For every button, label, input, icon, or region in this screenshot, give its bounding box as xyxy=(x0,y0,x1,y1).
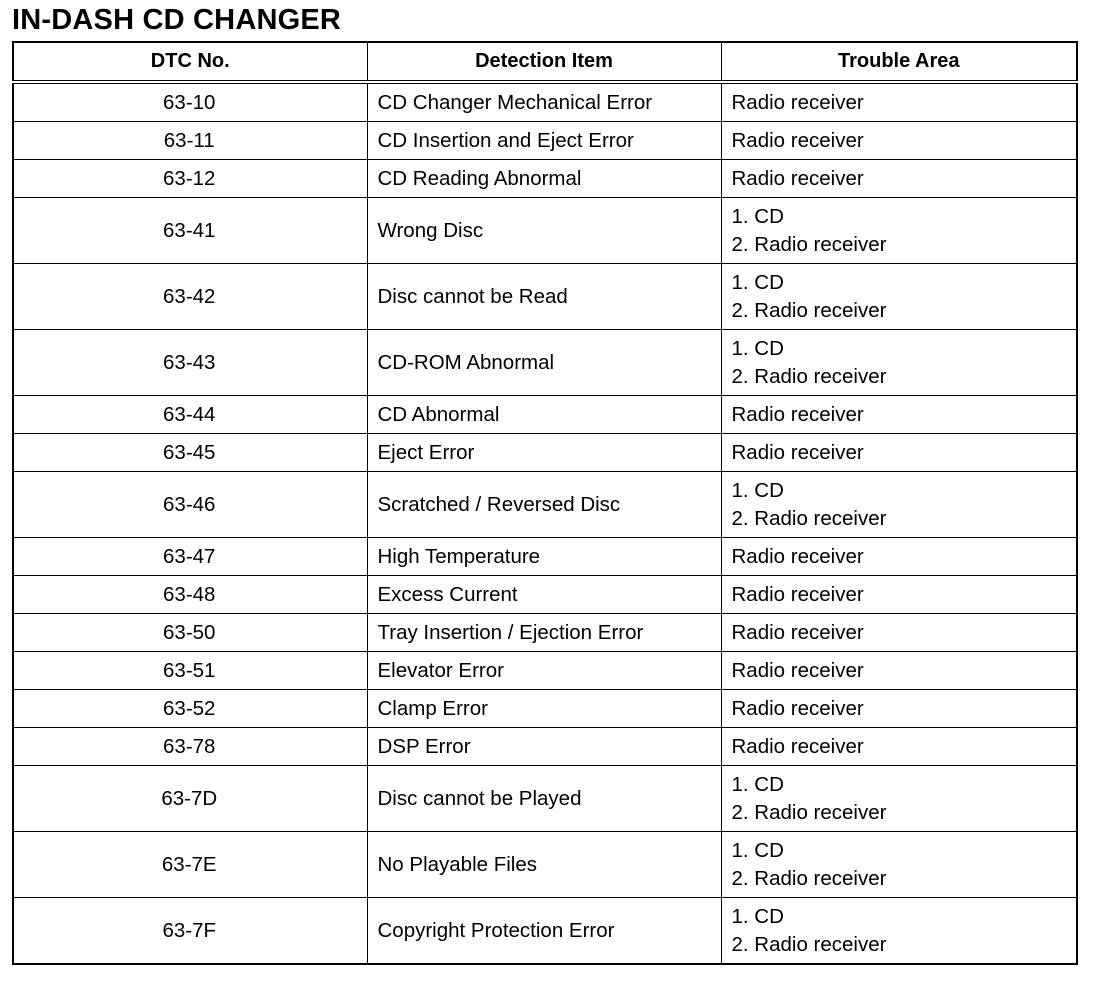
table-row xyxy=(13,728,1077,766)
dtc-code-cell: 63-45 xyxy=(13,434,367,472)
trouble-area-line: Radio receiver xyxy=(731,658,864,682)
trouble-area-line: 2. Radio receiver xyxy=(731,932,887,956)
dtc-code-cell: 63-51 xyxy=(13,652,367,690)
trouble-area-line: Radio receiver xyxy=(731,734,864,758)
trouble-area-line: 2. Radio receiver xyxy=(731,364,887,388)
trouble-area-cell xyxy=(721,766,1077,832)
detection-item-cell: Disc cannot be Played xyxy=(367,766,721,832)
dtc-code-cell: 63-7F xyxy=(13,898,367,965)
trouble-area-cell xyxy=(721,264,1077,330)
table-row xyxy=(13,198,1077,264)
trouble-area-cell xyxy=(721,82,1077,122)
trouble-area-cell xyxy=(721,538,1077,576)
dtc-code-cell: 63-52 xyxy=(13,690,367,728)
dtc-code-cell: 63-44 xyxy=(13,396,367,434)
trouble-area-cell xyxy=(721,832,1077,898)
trouble-area-line: Radio receiver xyxy=(731,696,864,720)
trouble-area-cell xyxy=(721,898,1077,965)
trouble-area-line: 1. CD xyxy=(731,270,784,294)
header-detection-item: Detection Item xyxy=(367,42,721,82)
header-dtc-no: DTC No. xyxy=(13,42,367,82)
detection-item-cell: CD Insertion and Eject Error xyxy=(367,122,721,160)
trouble-area-line: 1. CD xyxy=(731,904,784,928)
table-row xyxy=(13,434,1077,472)
dtc-code-cell: 63-11 xyxy=(13,122,367,160)
trouble-area-cell xyxy=(721,434,1077,472)
trouble-area-line: 2. Radio receiver xyxy=(731,232,887,256)
detection-item-cell: Eject Error xyxy=(367,434,721,472)
dtc-code-cell: 63-12 xyxy=(13,160,367,198)
detection-item-cell: Clamp Error xyxy=(367,690,721,728)
trouble-area-cell xyxy=(721,330,1077,396)
table-row xyxy=(13,652,1077,690)
dtc-code-cell: 63-41 xyxy=(13,198,367,264)
trouble-area-cell xyxy=(721,160,1077,198)
trouble-area-cell xyxy=(721,614,1077,652)
trouble-area-line: Radio receiver xyxy=(731,620,864,644)
dtc-table xyxy=(12,41,1078,965)
trouble-area-line: 1. CD xyxy=(731,478,784,502)
trouble-area-cell xyxy=(721,652,1077,690)
detection-item-cell: Copyright Protection Error xyxy=(367,898,721,965)
trouble-area-line: Radio receiver xyxy=(731,402,864,426)
trouble-area-line: Radio receiver xyxy=(731,90,864,114)
dtc-code-cell: 63-78 xyxy=(13,728,367,766)
trouble-area-line: 1. CD xyxy=(731,838,784,862)
table-row xyxy=(13,160,1077,198)
detection-item-cell: Elevator Error xyxy=(367,652,721,690)
trouble-area-line: Radio receiver xyxy=(731,544,864,568)
table-body xyxy=(13,82,1077,964)
trouble-area-line: 2. Radio receiver xyxy=(731,866,887,890)
table-row xyxy=(13,576,1077,614)
trouble-area-line: 1. CD xyxy=(731,204,784,228)
dtc-code-cell: 63-43 xyxy=(13,330,367,396)
detection-item-cell: Excess Current xyxy=(367,576,721,614)
trouble-area-cell xyxy=(721,472,1077,538)
detection-item-cell: High Temperature xyxy=(367,538,721,576)
header-trouble-area: Trouble Area xyxy=(721,42,1077,82)
table-row xyxy=(13,832,1077,898)
trouble-area-line: 2. Radio receiver xyxy=(731,506,887,530)
trouble-area-line: Radio receiver xyxy=(731,166,864,190)
trouble-area-line: 2. Radio receiver xyxy=(731,800,887,824)
table-row xyxy=(13,264,1077,330)
trouble-area-line: Radio receiver xyxy=(731,128,864,152)
table-row xyxy=(13,614,1077,652)
dtc-code-cell: 63-47 xyxy=(13,538,367,576)
detection-item-cell: CD Abnormal xyxy=(367,396,721,434)
detection-item-cell: Disc cannot be Read xyxy=(367,264,721,330)
detection-item-cell: CD-ROM Abnormal xyxy=(367,330,721,396)
trouble-area-cell xyxy=(721,122,1077,160)
trouble-area-cell xyxy=(721,198,1077,264)
trouble-area-cell xyxy=(721,576,1077,614)
table-row xyxy=(13,898,1077,965)
table-row xyxy=(13,538,1077,576)
trouble-area-cell xyxy=(721,396,1077,434)
trouble-area-line: Radio receiver xyxy=(731,440,864,464)
dtc-code-cell: 63-46 xyxy=(13,472,367,538)
table-row xyxy=(13,396,1077,434)
detection-item-cell: Scratched / Reversed Disc xyxy=(367,472,721,538)
table-row xyxy=(13,766,1077,832)
dtc-code-cell: 63-7E xyxy=(13,832,367,898)
detection-item-cell: CD Changer Mechanical Error xyxy=(367,82,721,122)
table-header-row xyxy=(13,42,1077,82)
detection-item-cell: No Playable Files xyxy=(367,832,721,898)
detection-item-cell: Wrong Disc xyxy=(367,198,721,264)
trouble-area-cell xyxy=(721,728,1077,766)
detection-item-cell: CD Reading Abnormal xyxy=(367,160,721,198)
trouble-area-line: 1. CD xyxy=(731,772,784,796)
trouble-area-line: Radio receiver xyxy=(731,582,864,606)
detection-item-cell: DSP Error xyxy=(367,728,721,766)
dtc-code-cell: 63-48 xyxy=(13,576,367,614)
dtc-code-cell: 63-50 xyxy=(13,614,367,652)
dtc-code-cell: 63-42 xyxy=(13,264,367,330)
table-row xyxy=(13,82,1077,122)
table-row xyxy=(13,690,1077,728)
detection-item-cell: Tray Insertion / Ejection Error xyxy=(367,614,721,652)
trouble-area-line: 1. CD xyxy=(731,336,784,360)
page-title: IN-DASH CD CHANGER xyxy=(12,4,342,36)
dtc-code-cell: 63-7D xyxy=(13,766,367,832)
table-row xyxy=(13,472,1077,538)
trouble-area-cell xyxy=(721,690,1077,728)
trouble-area-line: 2. Radio receiver xyxy=(731,298,887,322)
dtc-code-cell: 63-10 xyxy=(13,82,367,122)
table-row xyxy=(13,330,1077,396)
table-row xyxy=(13,122,1077,160)
